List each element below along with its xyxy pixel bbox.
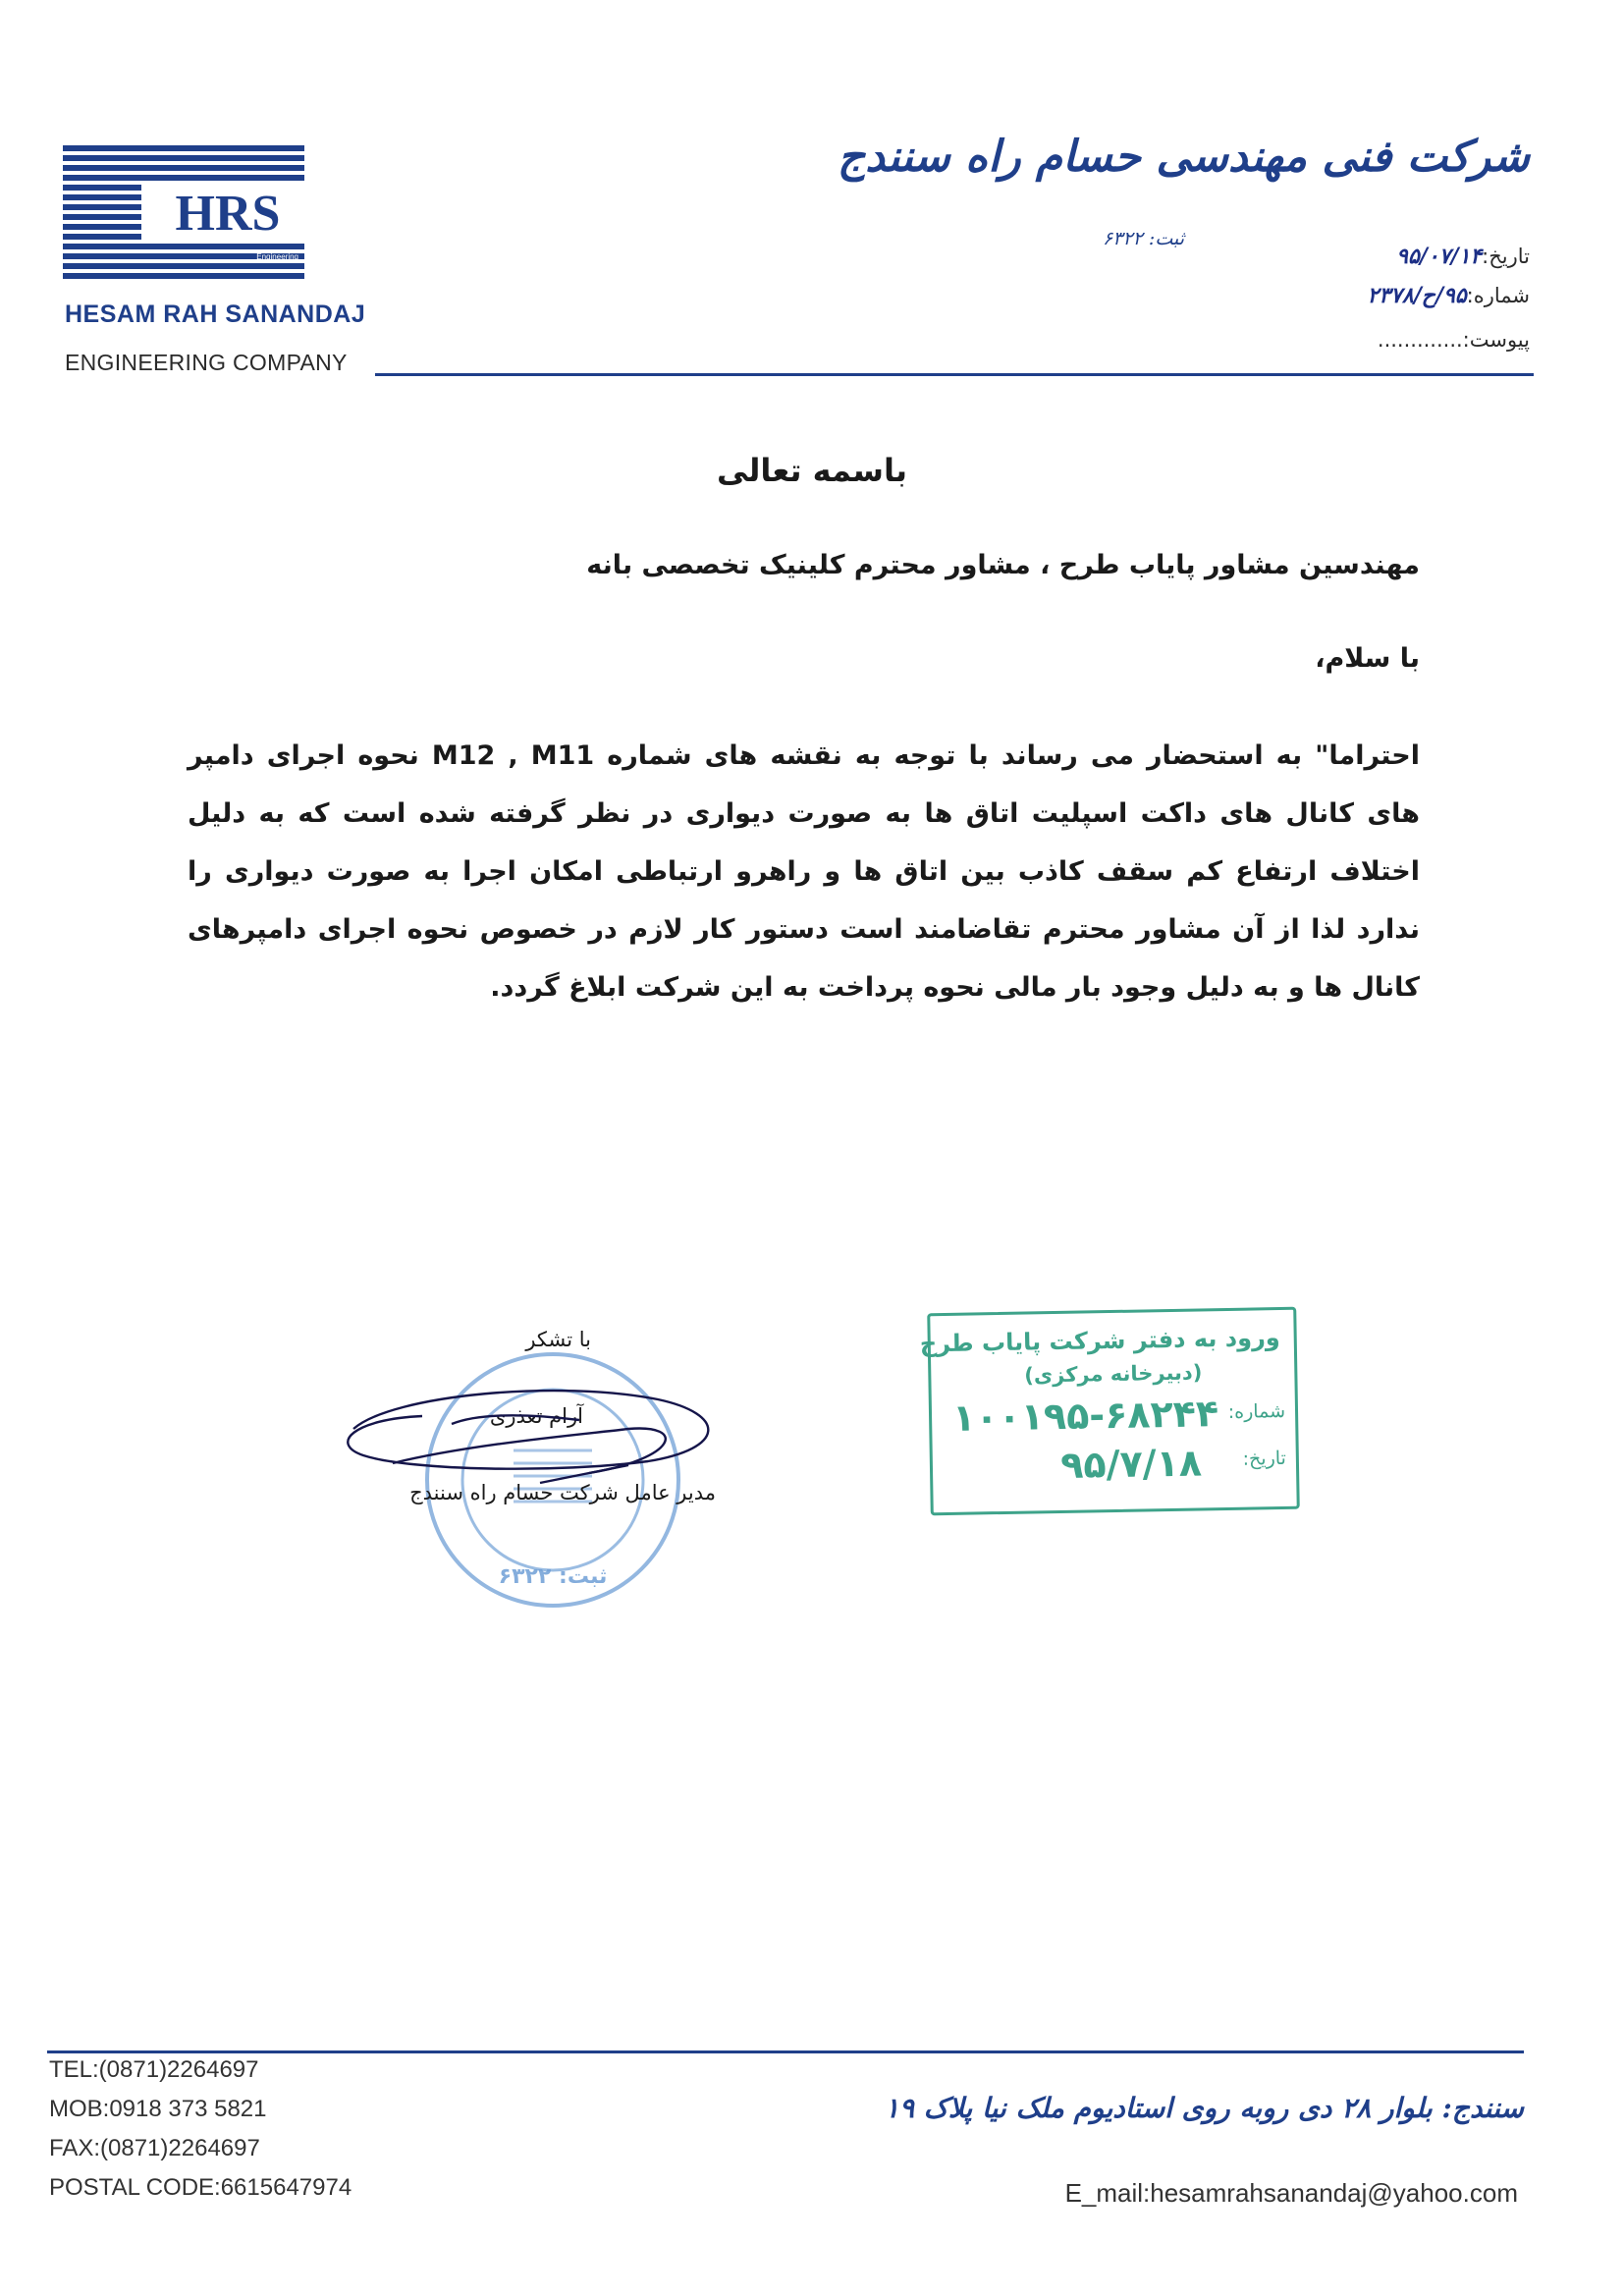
date-value: ۹۵/۰۷/۱۴ — [1396, 244, 1483, 269]
letter-body: احتراما" به استحضار می رساند با توجه به نقشه های شماره M12 , M11 نحوه اجرای دامپر های کانال های داکت اسپلیت اتاق ها به صورت دیواری در نظر گرفته شده است که به دلیل اختلاف ارتفاع کم سقف کاذب بین اتاق ها و راهرو ارتباطی امکان اجرا به صورت دیواری را ندارد لذا از آن مشاور محترم تقاضامند است دستور کار لازم در خصوص نحوه اجرای دامپرهای کانال ها و به دلیل وجود بار مالی نحوه پرداخت به این شرکت ابلاغ گردد. — [188, 740, 1420, 1003]
letter-date — [1396, 244, 1530, 269]
number-value: ۹۵/ح/۲۳۷۸ — [1367, 283, 1467, 308]
header-divider — [375, 373, 1534, 376]
letter-heading: باسمه تعالی — [717, 452, 907, 489]
company-name-en: HESAM RAH SANANDAJ — [65, 301, 366, 328]
footer-email: E_mail:hesamrahsanandaj@yahoo.com — [1064, 2178, 1518, 2208]
logo-mark-text: HRS — [175, 186, 281, 242]
footer-divider — [47, 2050, 1524, 2053]
stamp-date-label: تاریخ: — [1242, 1447, 1287, 1470]
signer-name: آرام تعذری — [489, 1404, 583, 1428]
seal-text: ثبت: ۶۳۲۲ — [498, 1564, 608, 1589]
footer-mobile: MOB:0918 373 5821 — [49, 2096, 267, 2122]
number-label: شماره: — [1466, 284, 1530, 307]
registration-number: ثبت: ۶۳۲۲ — [1103, 228, 1184, 249]
company-logo — [63, 145, 304, 283]
stamp-number-label: شماره: — [1227, 1399, 1286, 1423]
stamp-number-value: ۱۰۰۱۹۵-۶۸۲۴۴ — [951, 1392, 1219, 1440]
receipt-stamp — [919, 1307, 1300, 1516]
logo-mark-subtext: Engineering — [256, 252, 298, 261]
closing-text: با تشکر — [525, 1328, 591, 1351]
letter-greeting: با سلام، — [1315, 643, 1420, 674]
footer-fax: FAX:(0871)2264697 — [49, 2135, 260, 2161]
footer-address: سنندج: بلوار ۲۸ دی روبه روی استادیوم ملک نیا پلاک ۱۹ — [884, 2092, 1524, 2124]
stamp-date-value: ۹۵/۷/۱۸ — [1059, 1441, 1203, 1487]
stamp-line-2: (دبیرخانه مرکزی) — [1024, 1360, 1203, 1388]
date-label: تاریخ: — [1482, 245, 1530, 268]
company-name-fa: شرکت فنی مهندسی حسام راه سنندج — [837, 132, 1530, 182]
stamp-line-1: ورود به دفتر شرکت پایاب طرح — [919, 1324, 1280, 1358]
attachment-value: ............. — [1377, 328, 1463, 352]
letter-attachment — [1378, 328, 1530, 352]
letter-recipient: مهندسین مشاور پایاب طرح ، مشاور محترم کلینیک تخصصی بانه — [586, 550, 1420, 580]
handwritten-signature — [334, 1375, 736, 1512]
footer-postal-code: POSTAL CODE:6615647974 — [49, 2174, 352, 2201]
company-subtitle-en: ENGINEERING COMPANY — [65, 350, 348, 375]
letter-number — [1367, 283, 1530, 308]
signer-title: مدیر عامل شرکت حسام راه سنندج — [409, 1481, 716, 1504]
attachment-label: پیوست: — [1462, 328, 1530, 352]
footer-tel: TEL:(0871)2264697 — [49, 2056, 259, 2083]
